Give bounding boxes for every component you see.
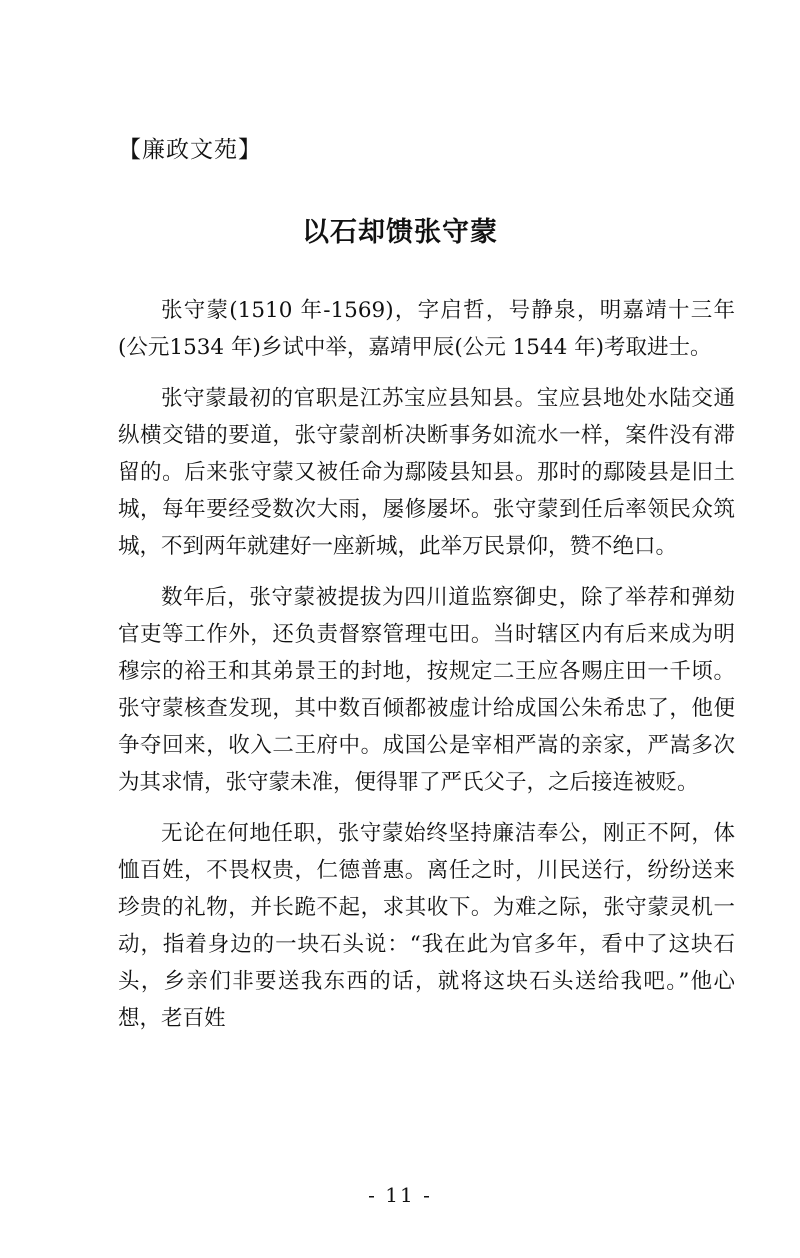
paragraph-1: 张守蒙(1510 年-1569)，字启哲，号静泉，明嘉靖十三年(公元1534 年)乡试中举，嘉靖甲辰(公元 1544 年)考取进士。 <box>118 298 735 360</box>
paragraph-3: 数年后，张守蒙被提拔为四川道监察御史，除了举荐和弹劾官吏等工作外，还负责督察管理屯田。当时辖区内有后来成为明穆宗的裕王和其弟景王的封地，按规定二王应各赐庄田一千顷。张守蒙核查发现，其中数百倾都被虚计给成国公朱希忠了，他便争夺回来，收入二王府中。成国公是宰相严嵩的亲家，严嵩多次为其求情，张守蒙未准，便得罪了严氏父子，之后接连被贬。 <box>118 585 735 795</box>
paragraph-4: 无论在何地任职，张守蒙始终坚持廉洁奉公，刚正不阿，体恤百姓，不畏权贵，仁德普惠。离任之时，川民送行，纷纷送来珍贵的礼物，并长跪不起，求其收下。为难之际，张守蒙灵机一动，指着身边的一块石头说：“我在此为官多年，看中了这块石头，乡亲们非要送我东西的话，就将这块石头送给我吧。”他心想，老百姓 <box>118 821 735 1031</box>
article-title: 以石却馈张守蒙 <box>302 217 498 248</box>
page-number: - 11 - <box>368 1183 432 1207</box>
column-tag: 【廉政文苑】 <box>118 137 262 163</box>
article-body <box>118 292 735 1051</box>
paragraph-2: 张守蒙最初的官职是江苏宝应县知县。宝应县地处水陆交通纵横交错的要道，张守蒙剖析决断事务如流水一样，案件没有滞留的。后来张守蒙又被任命为鄢陵县知县。那时的鄢陵县是旧土城，每年要经受数次大雨，屡修屡坏。张守蒙到任后率领民众筑城，不到两年就建好一座新城，此举万民景仰，赞不绝口。 <box>118 386 735 559</box>
